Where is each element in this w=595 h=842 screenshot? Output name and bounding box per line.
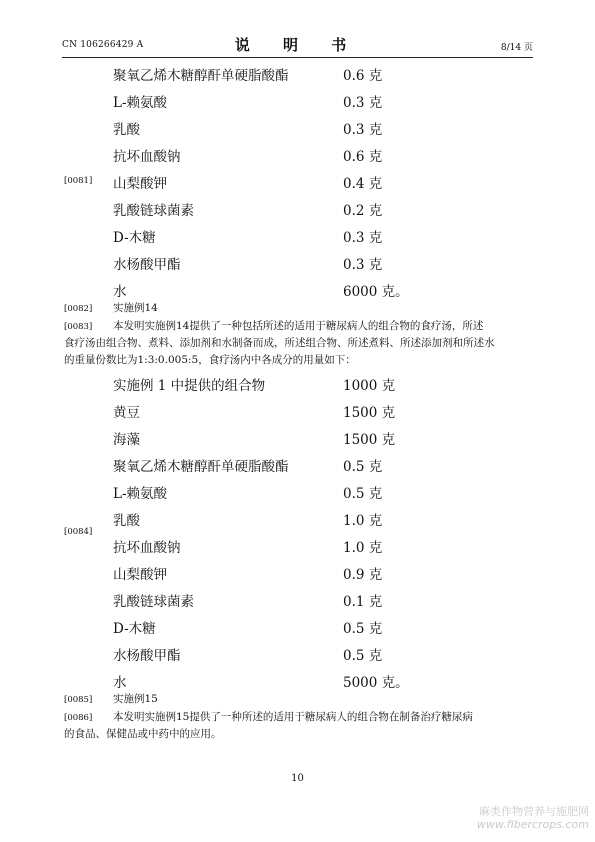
ingredient-name: 黄豆 xyxy=(113,405,140,421)
paragraph-number: [0084] xyxy=(64,527,93,537)
paragraph-number: [0082] xyxy=(64,304,93,314)
ingredient-amount: 1.0 克 xyxy=(343,513,383,529)
ingredient-name: L-赖氨酸 xyxy=(113,95,168,111)
ingredient-name: 水 xyxy=(113,284,127,300)
ingredient-name: 实施例 1 中提供的组合物 xyxy=(113,378,266,394)
paragraph-line: 的食品、保健品或中药中的应用。 xyxy=(64,728,222,740)
ingredient-name: 山梨酸钾 xyxy=(113,567,167,583)
ingredient-name: 海藻 xyxy=(113,432,140,448)
paragraph-line: 本发明实施例15提供了一种所述的适用于糖尿病人的组合物在制备治疗糖尿病 xyxy=(113,711,473,723)
ingredient-amount: 0.3 克 xyxy=(343,95,383,111)
ingredient-amount: 0.6 克 xyxy=(343,68,383,84)
paragraph-number: [0083] xyxy=(64,322,93,332)
ingredient-name: 水杨酸甲酯 xyxy=(113,648,181,664)
watermark-url: www.fibercrops.com xyxy=(476,818,589,831)
example-heading: 实施例15 xyxy=(113,693,158,705)
ingredient-amount: 0.3 克 xyxy=(343,257,383,273)
ingredient-amount: 5000 克。 xyxy=(343,675,409,691)
ingredient-amount: 0.9 克 xyxy=(343,567,383,583)
ingredient-amount: 0.1 克 xyxy=(343,594,383,610)
paragraph-number: [0085] xyxy=(64,695,93,705)
page-number: 10 xyxy=(291,773,304,784)
ingredient-amount: 0.5 克 xyxy=(343,459,383,475)
ingredient-amount: 1.0 克 xyxy=(343,540,383,556)
ingredient-name: 乳酸链球菌素 xyxy=(113,594,194,610)
document-title: 说 明 书 xyxy=(234,36,361,54)
ingredient-name: 山梨酸钾 xyxy=(113,176,167,192)
paragraph-line: 本发明实施例14提供了一种包括所述的适用于糖尿病人的组合物的食疗汤，所述 xyxy=(113,320,484,332)
ingredient-name: 乳酸 xyxy=(113,122,140,138)
ingredient-amount: 0.2 克 xyxy=(343,203,383,219)
ingredient-name: 乳酸链球菌素 xyxy=(113,203,194,219)
ingredient-amount: 0.4 克 xyxy=(343,176,383,192)
header-divider xyxy=(62,57,533,58)
paragraph-number: [0086] xyxy=(64,713,93,723)
example-heading: 实施例14 xyxy=(113,302,158,314)
ingredient-amount: 6000 克。 xyxy=(343,284,409,300)
ingredient-name: L-赖氨酸 xyxy=(113,486,168,502)
ingredient-amount: 0.5 克 xyxy=(343,486,383,502)
ingredient-name: D-木糖 xyxy=(113,230,156,246)
ingredient-amount: 1500 克 xyxy=(343,405,396,421)
watermark xyxy=(477,805,589,831)
ingredient-name: 抗坏血酸钠 xyxy=(113,149,181,165)
ingredient-amount: 0.5 克 xyxy=(343,621,383,637)
page-indicator: 8/14 页 xyxy=(500,43,533,53)
document-number: CN 106266429 A xyxy=(62,40,144,50)
ingredient-amount: 0.5 克 xyxy=(343,648,383,664)
paragraph-line: 食疗汤由组合物、煮料、添加剂和水制备而成，所述组合物、所述煮料、所述添加剂和所述水 xyxy=(64,337,495,349)
ingredient-name: D-木糖 xyxy=(113,621,156,637)
ingredient-name: 抗坏血酸钠 xyxy=(113,540,181,556)
ingredient-name: 聚氧乙烯木糖醇酐单硬脂酸酯 xyxy=(113,459,289,475)
ingredient-amount: 1500 克 xyxy=(343,432,396,448)
ingredient-name: 聚氧乙烯木糖醇酐单硬脂酸酯 xyxy=(113,68,289,84)
ingredient-amount: 0.3 克 xyxy=(343,230,383,246)
paragraph-line: 的重量份数比为1:3:0.005:5，食疗汤内中各成分的用量如下： xyxy=(64,354,356,366)
ingredient-amount: 0.6 克 xyxy=(343,149,383,165)
watermark-site-name: 麻类作物营养与施肥网 xyxy=(479,805,589,818)
ingredient-amount: 0.3 克 xyxy=(343,122,383,138)
ingredient-name: 乳酸 xyxy=(113,513,140,529)
paragraph-number: [0081] xyxy=(64,176,93,186)
ingredient-amount: 1000 克 xyxy=(343,378,396,394)
ingredient-name: 水杨酸甲酯 xyxy=(113,257,181,273)
page-header xyxy=(62,34,533,54)
ingredient-name: 水 xyxy=(113,675,127,691)
